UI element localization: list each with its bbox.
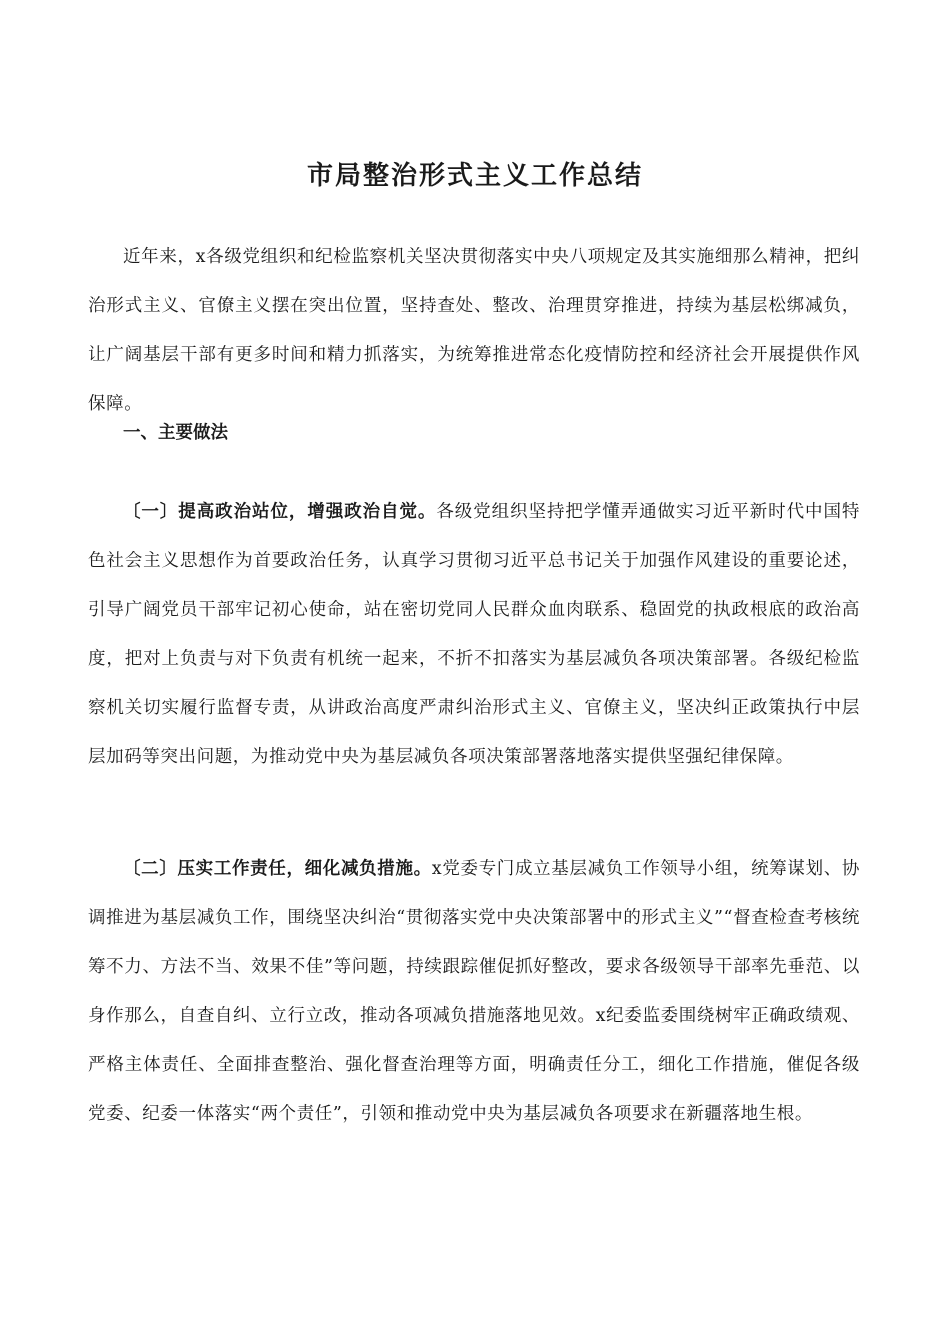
document-title: 市局整治形式主义工作总结 [306, 161, 643, 191]
paragraph-body-work-responsibility: x党委专门成立基层减负工作领导小组，统筹谋划、协调推进为基层减负工作，围绕坚决纠治“贯彻落实党中央决策部署中的形式主义”“督查检查考核统筹不力、方法不当、效果不佳”等问题，持续跟踪催促抓好整改，要求各级领导干部率先垂范、以身作那么，自查自纠、立行立改，推动各项减负措施落地见效。x纪委监委围绕树牢正确政绩观、严格主体责任、全面排查整治、强化督查治理等方面，明确责任分工，细化工作措施，催促各级党委、纪委一体落实“两个责任”，引领和推动党中央为基层减负各项要求在新疆落地生根。 [88, 859, 860, 1124]
section-heading-main-practices: 一、主要做法 [123, 423, 228, 443]
paragraph-body-political-stance: 各级党组织坚持把学懂弄通做实习近平新时代中国特色社会主义思想作为首要政治任务，认真学习贯彻习近平总书记关于加强作风建设的重要论述，引导广阔党员干部牢记初心使命，站在密切党同人民群众血肉联系、稳固党的执政根底的政治高度，把对上负责与对下负责有机统一起来，不折不扣落实为基层减负各项决策部署。各级纪检监察机关切实履行监督专责，从讲政治高度严肃纠治形式主义、官僚主义，坚决纠正政策执行中层层加码等突出问题，为推动党中央为基层减负各项决策部署落地落实提供坚强纪律保障。 [88, 502, 860, 767]
paragraph-work-responsibility [88, 845, 860, 1139]
paragraph-lead-work-responsibility: 〔二〕压实工作责任，细化减负措施。 [123, 859, 432, 879]
intro-paragraph: 近年来，x各级党组织和纪检监察机关坚决贯彻落实中央八项规定及其实施细那么精神，把纠治形式主义、官僚主义摆在突出位置，坚持查处、整改、治理贯穿推进，持续为基层松绑减负，让广阔基层干部有更多时间和精力抓落实，为统筹推进常态化疫情防控和经济社会开展提供作风保障。 [88, 247, 860, 414]
paragraph-lead-political-stance: 〔一〕提高政治站位，增强政治自觉。 [123, 502, 437, 522]
paragraph-political-stance [88, 488, 860, 782]
